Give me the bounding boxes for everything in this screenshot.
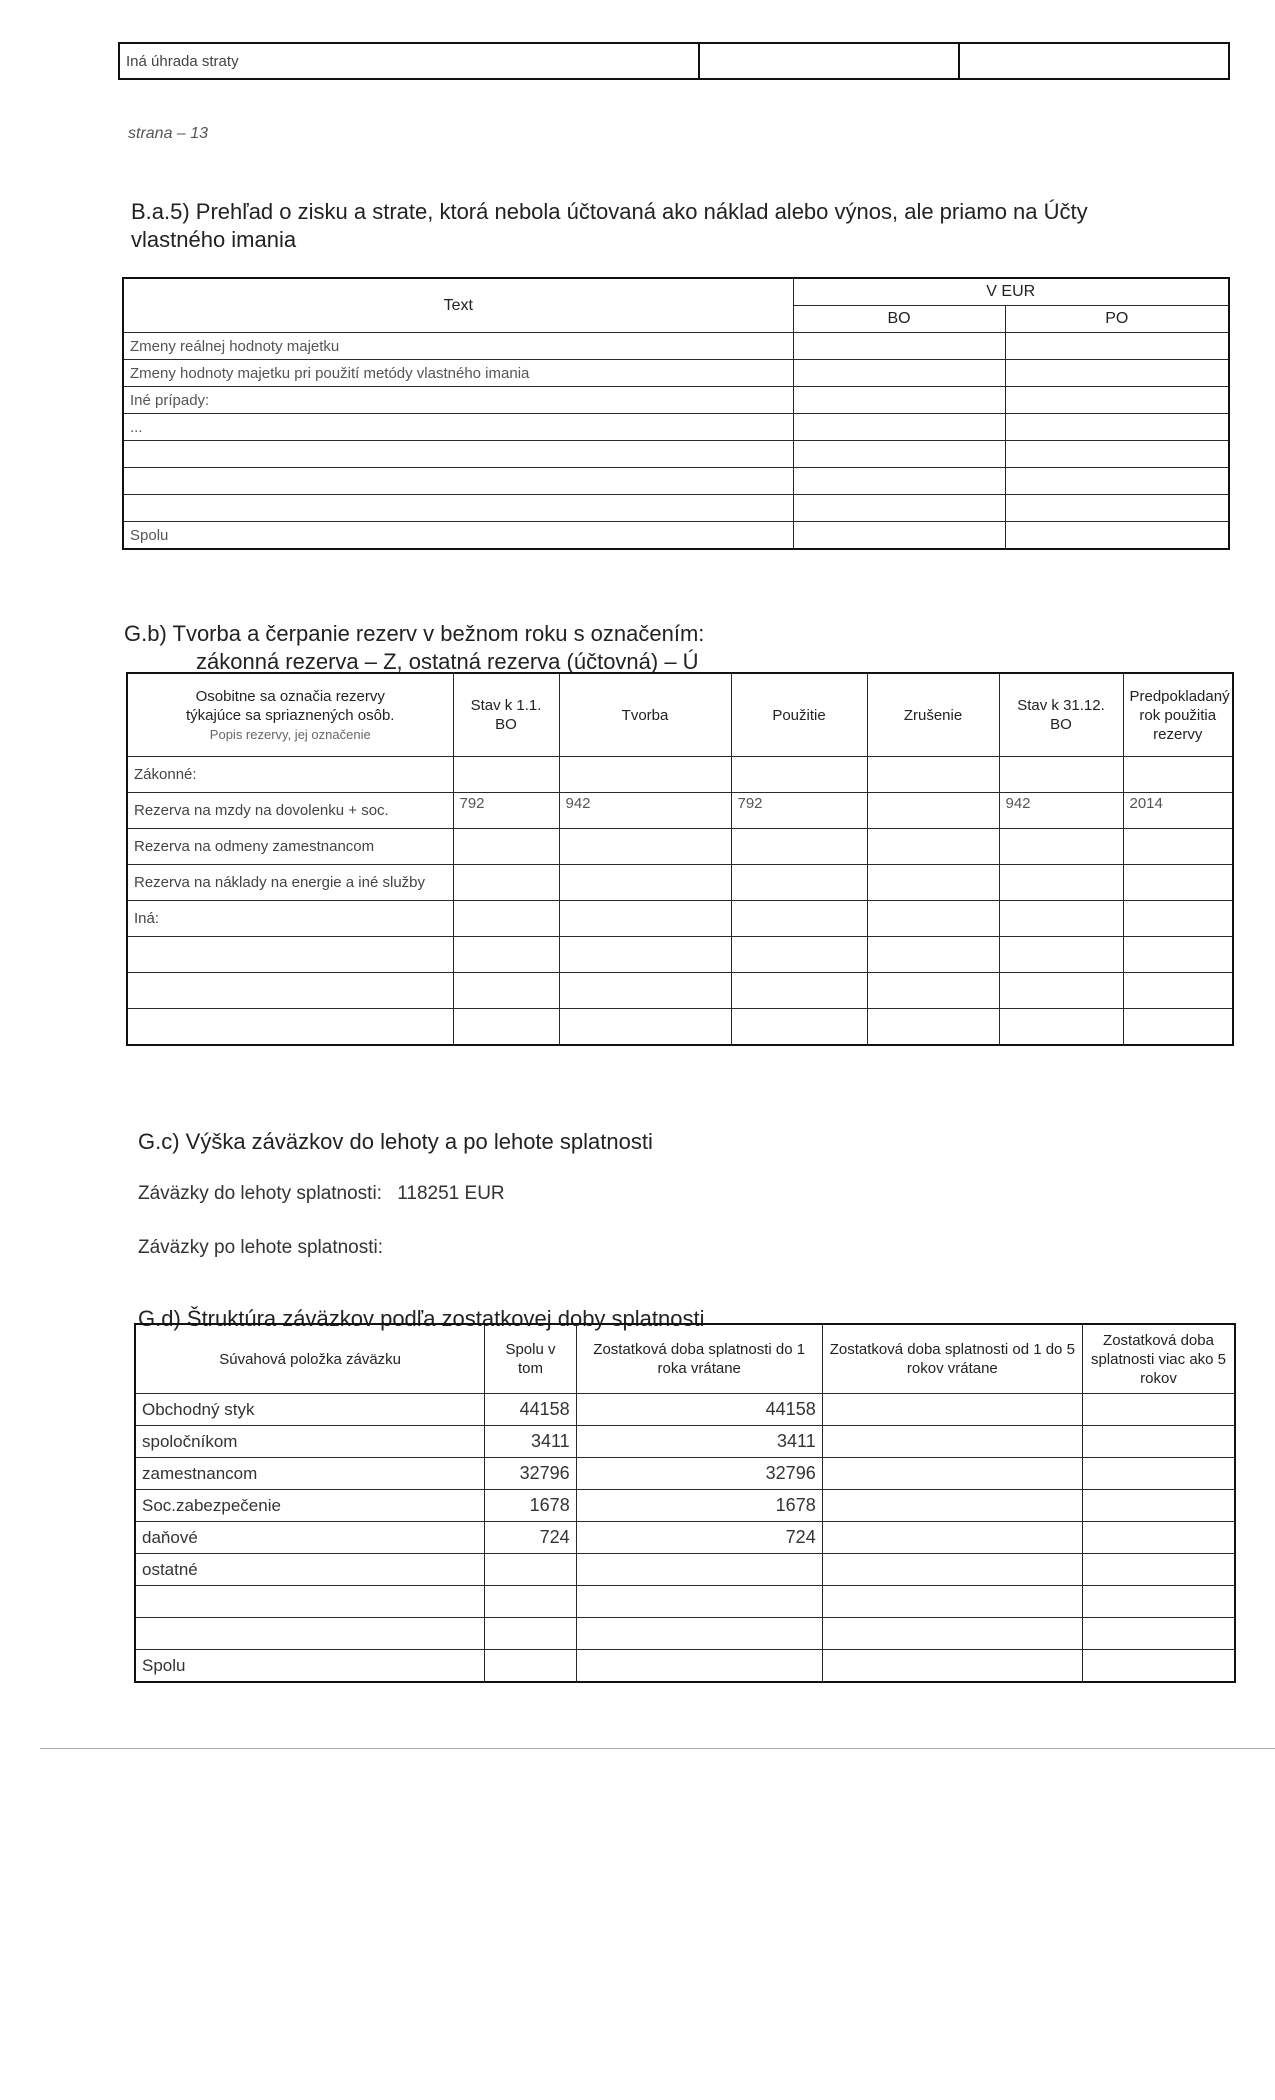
gd-cell-upto1 xyxy=(576,1618,822,1650)
gd-cell-total xyxy=(485,1554,576,1586)
gb-cell-stav-end xyxy=(999,937,1123,973)
gb-cell-rok xyxy=(1123,937,1233,973)
table-row xyxy=(135,1650,1235,1683)
gd-row-label: zamestnancom xyxy=(135,1458,485,1490)
gc-line1-label: Záväzky do lehoty splatnosti: xyxy=(138,1183,382,1204)
gb-cell-stav-start xyxy=(453,829,559,865)
table-row xyxy=(135,1490,1235,1522)
table-header-row xyxy=(135,1324,1235,1394)
gb-cell-pouzitie xyxy=(731,973,867,1009)
gd-cell-over5 xyxy=(1082,1554,1235,1586)
table-row xyxy=(123,522,1229,550)
ba5-cell-po xyxy=(1005,495,1229,522)
gb-header-predpoklad: Predpokladaný rok použitia rezervy xyxy=(1123,673,1233,757)
table-row xyxy=(135,1458,1235,1490)
gc-line2-label: Záväzky po lehote splatnosti: xyxy=(138,1237,384,1258)
top-row-bo xyxy=(699,43,959,79)
gd-cell-over5 xyxy=(1082,1458,1235,1490)
gb-cell-stav-start xyxy=(453,901,559,937)
gd-cell-upto1 xyxy=(576,1586,822,1618)
ba5-cell-bo xyxy=(793,333,1005,360)
gd-header-over5: Zostatková doba splatnosti viac ako 5 rokov xyxy=(1082,1324,1235,1394)
section-title-gc: G.c) Výška záväzkov do lehoty a po lehote splatnosti xyxy=(138,1129,653,1154)
gb-cell-stav-end xyxy=(999,829,1123,865)
gb-cell-zrusenie xyxy=(867,793,999,829)
table-row xyxy=(123,360,1229,387)
ba5-cell-po xyxy=(1005,414,1229,441)
gb-cell-tvorba xyxy=(559,757,731,793)
gb-cell-tvorba xyxy=(559,1009,731,1046)
ba5-cell-bo xyxy=(793,441,1005,468)
gd-row-label: Obchodný styk xyxy=(135,1394,485,1426)
table-row xyxy=(123,333,1229,360)
table-row xyxy=(119,43,1229,79)
gb-header-desc-line2: týkajúce sa spriaznených osôb. xyxy=(186,706,395,724)
ba5-table xyxy=(122,277,1230,550)
gd-row-label: daňové xyxy=(135,1522,485,1554)
table-row xyxy=(135,1522,1235,1554)
gb-cell-pouzitie xyxy=(731,865,867,901)
gd-cell-from1to5 xyxy=(822,1426,1082,1458)
gb-title-line2: zákonná rezerva – Z, ostatná rezerva (účtovná) – Ú xyxy=(196,649,699,674)
gd-cell-from1to5 xyxy=(822,1618,1082,1650)
gb-cell-tvorba xyxy=(559,829,731,865)
table-row xyxy=(135,1618,1235,1650)
gb-cell-pouzitie: 792 xyxy=(731,793,867,829)
ba5-cell-bo xyxy=(793,360,1005,387)
gb-cell-tvorba xyxy=(559,937,731,973)
ba5-cell-po xyxy=(1005,360,1229,387)
gb-header-stav-start: Stav k 1.1. BO xyxy=(453,673,559,757)
gb-cell-zrusenie xyxy=(867,829,999,865)
ba5-header-text: Text xyxy=(123,278,793,333)
ba5-cell-po xyxy=(1005,333,1229,360)
gb-header-desc-line1: Osobitne sa označia rezervy xyxy=(195,687,385,705)
gb-header-desc-line3: Popis rezervy, jej označenie xyxy=(209,726,371,742)
gb-cell-rok xyxy=(1123,1009,1233,1046)
ba5-header-bo: BO xyxy=(793,306,1005,333)
ba5-row-label: Zmeny hodnoty majetku pri použití metódy vlastného imania xyxy=(123,360,793,387)
gd-row-label: Soc.zabezpečenie xyxy=(135,1490,485,1522)
ba5-cell-bo xyxy=(793,387,1005,414)
top-strip-table xyxy=(118,42,1230,80)
gb-cell-rok xyxy=(1123,973,1233,1009)
gb-cell-stav-end xyxy=(999,757,1123,793)
page-number: strana – 13 xyxy=(128,125,209,142)
gd-header-item: Súvahová položka záväzku xyxy=(135,1324,485,1394)
table-row xyxy=(123,414,1229,441)
gb-cell-stav-end xyxy=(999,901,1123,937)
gd-cell-total: 1678 xyxy=(485,1490,576,1522)
gb-cell-rok: 2014 xyxy=(1123,793,1233,829)
gb-header-zrusenie: Zrušenie xyxy=(867,673,999,757)
gd-cell-from1to5 xyxy=(822,1490,1082,1522)
gd-cell-from1to5 xyxy=(822,1458,1082,1490)
gb-cell-rok xyxy=(1123,865,1233,901)
table-row xyxy=(127,757,1233,793)
table-row xyxy=(135,1586,1235,1618)
gd-cell-total: 3411 xyxy=(485,1426,576,1458)
gb-cell-pouzitie xyxy=(731,829,867,865)
gb-cell-stav-end: 942 xyxy=(999,793,1123,829)
gd-cell-upto1: 1678 xyxy=(576,1490,822,1522)
gb-cell-stav-end xyxy=(999,1009,1123,1046)
top-row-po xyxy=(959,43,1229,79)
gd-header-1to5: Zostatková doba splatnosti od 1 do 5 rokov vrátane xyxy=(822,1324,1082,1394)
gb-cell-tvorba xyxy=(559,901,731,937)
ba5-cell-po xyxy=(1005,441,1229,468)
gd-row-label xyxy=(135,1586,485,1618)
top-row-label: Iná úhrada straty xyxy=(119,43,699,79)
gb-cell-zrusenie xyxy=(867,757,999,793)
ba5-header-currency: V EUR xyxy=(793,278,1229,306)
gb-cell-stav-start xyxy=(453,973,559,1009)
gb-row-label: Iná: xyxy=(127,901,453,937)
gc-line1-value: 118251 EUR xyxy=(397,1183,505,1204)
gb-cell-tvorba xyxy=(559,865,731,901)
gb-table xyxy=(126,672,1234,1046)
ba5-row-label xyxy=(123,468,793,495)
gd-cell-from1to5 xyxy=(822,1554,1082,1586)
ba5-row-label xyxy=(123,495,793,522)
section-title-ba5: B.a.5) Prehľad o zisku a strate, ktorá nebola účtovaná ako náklad alebo výnos, ale priamo na Účty vlastného imania xyxy=(131,199,1088,252)
gb-cell-stav-start xyxy=(453,937,559,973)
ba5-row-label xyxy=(123,441,793,468)
ba5-row-label: Spolu xyxy=(123,522,793,550)
gd-row-label: Spolu xyxy=(135,1650,485,1683)
ba5-cell-bo xyxy=(793,495,1005,522)
gd-cell-total xyxy=(485,1618,576,1650)
table-row xyxy=(127,829,1233,865)
table-row xyxy=(127,865,1233,901)
gb-cell-pouzitie xyxy=(731,757,867,793)
gd-cell-upto1: 724 xyxy=(576,1522,822,1554)
gd-cell-upto1 xyxy=(576,1650,822,1683)
gd-row-label xyxy=(135,1618,485,1650)
table-header-row xyxy=(123,278,1229,306)
table-row xyxy=(127,973,1233,1009)
gd-cell-from1to5 xyxy=(822,1650,1082,1683)
gb-row-label xyxy=(127,1009,453,1046)
gb-cell-stav-end xyxy=(999,865,1123,901)
gb-cell-pouzitie xyxy=(731,901,867,937)
gb-cell-rok xyxy=(1123,901,1233,937)
ba5-header-po: PO xyxy=(1005,306,1229,333)
gd-cell-over5 xyxy=(1082,1394,1235,1426)
table-row xyxy=(127,1009,1233,1046)
gb-cell-stav-start xyxy=(453,865,559,901)
gd-cell-total xyxy=(485,1650,576,1683)
gb-cell-pouzitie xyxy=(731,937,867,973)
table-row xyxy=(127,793,1233,829)
table-row xyxy=(123,441,1229,468)
ba5-cell-po xyxy=(1005,522,1229,550)
gb-cell-stav-end xyxy=(999,973,1123,1009)
gb-row-label: Rezerva na náklady na energie a iné služby xyxy=(127,865,453,901)
gb-cell-zrusenie xyxy=(867,901,999,937)
gd-cell-over5 xyxy=(1082,1586,1235,1618)
gb-row-label: Rezerva na odmeny zamestnancom xyxy=(127,829,453,865)
gb-row-label xyxy=(127,973,453,1009)
section-title-gd: G.d) Štruktúra záväzkov podľa zostatkovej doby splatnosti xyxy=(138,1306,705,1331)
gd-table xyxy=(134,1323,1236,1683)
ba5-row-label: Iné prípady: xyxy=(123,387,793,414)
ba5-cell-po xyxy=(1005,387,1229,414)
gb-row-label xyxy=(127,937,453,973)
gb-cell-pouzitie xyxy=(731,1009,867,1046)
gb-cell-zrusenie xyxy=(867,1009,999,1046)
gd-cell-total: 44158 xyxy=(485,1394,576,1426)
gb-header-pouzitie: Použitie xyxy=(731,673,867,757)
gc-line-after-due xyxy=(138,1237,393,1259)
page-bottom-divider xyxy=(40,1748,1275,1749)
table-row xyxy=(135,1554,1235,1586)
gd-cell-upto1 xyxy=(576,1554,822,1586)
gd-cell-upto1: 3411 xyxy=(576,1426,822,1458)
table-row xyxy=(123,387,1229,414)
gd-row-label: ostatné xyxy=(135,1554,485,1586)
ba5-row-label: Zmeny reálnej hodnoty majetku xyxy=(123,333,793,360)
gb-cell-zrusenie xyxy=(867,865,999,901)
gb-title-line1: G.b) Tvorba a čerpanie rezerv v bežnom roku s označením: xyxy=(124,621,705,646)
gd-cell-over5 xyxy=(1082,1650,1235,1683)
gd-cell-total: 32796 xyxy=(485,1458,576,1490)
table-row xyxy=(135,1426,1235,1458)
table-row xyxy=(127,901,1233,937)
gd-cell-over5 xyxy=(1082,1618,1235,1650)
ba5-cell-po xyxy=(1005,468,1229,495)
gb-cell-zrusenie xyxy=(867,937,999,973)
gc-line-before-due xyxy=(138,1183,505,1205)
ba5-cell-bo xyxy=(793,522,1005,550)
gb-cell-rok xyxy=(1123,829,1233,865)
table-header-row xyxy=(127,673,1233,757)
table-row xyxy=(123,495,1229,522)
gd-cell-over5 xyxy=(1082,1522,1235,1554)
gb-cell-tvorba xyxy=(559,973,731,1009)
table-row xyxy=(127,937,1233,973)
ba5-row-label: ... xyxy=(123,414,793,441)
gb-header-desc xyxy=(127,673,453,757)
gb-row-label: Zákonné: xyxy=(127,757,453,793)
gd-cell-upto1: 32796 xyxy=(576,1458,822,1490)
ba5-cell-bo xyxy=(793,414,1005,441)
gb-cell-zrusenie xyxy=(867,973,999,1009)
gb-header-tvorba: Tvorba xyxy=(559,673,731,757)
gd-cell-from1to5 xyxy=(822,1586,1082,1618)
table-row xyxy=(123,468,1229,495)
gd-cell-from1to5 xyxy=(822,1522,1082,1554)
gb-cell-tvorba: 942 xyxy=(559,793,731,829)
gd-header-total: Spolu v tom xyxy=(485,1324,576,1394)
table-row xyxy=(135,1394,1235,1426)
gb-row-label: Rezerva na mzdy na dovolenku + soc. xyxy=(127,793,453,829)
ba5-cell-bo xyxy=(793,468,1005,495)
gb-header-stav-end: Stav k 31.12. BO xyxy=(999,673,1123,757)
gb-cell-stav-start: 792 xyxy=(453,793,559,829)
gd-row-label: spoločníkom xyxy=(135,1426,485,1458)
gb-cell-rok xyxy=(1123,757,1233,793)
gd-cell-total xyxy=(485,1586,576,1618)
gd-cell-over5 xyxy=(1082,1426,1235,1458)
gb-cell-stav-start xyxy=(453,1009,559,1046)
gd-cell-over5 xyxy=(1082,1490,1235,1522)
gd-cell-upto1: 44158 xyxy=(576,1394,822,1426)
gb-cell-stav-start xyxy=(453,757,559,793)
gd-header-upto1: Zostatková doba splatnosti do 1 roka vrátane xyxy=(576,1324,822,1394)
gd-cell-from1to5 xyxy=(822,1394,1082,1426)
gd-cell-total: 724 xyxy=(485,1522,576,1554)
section-title-gb xyxy=(124,620,1024,676)
